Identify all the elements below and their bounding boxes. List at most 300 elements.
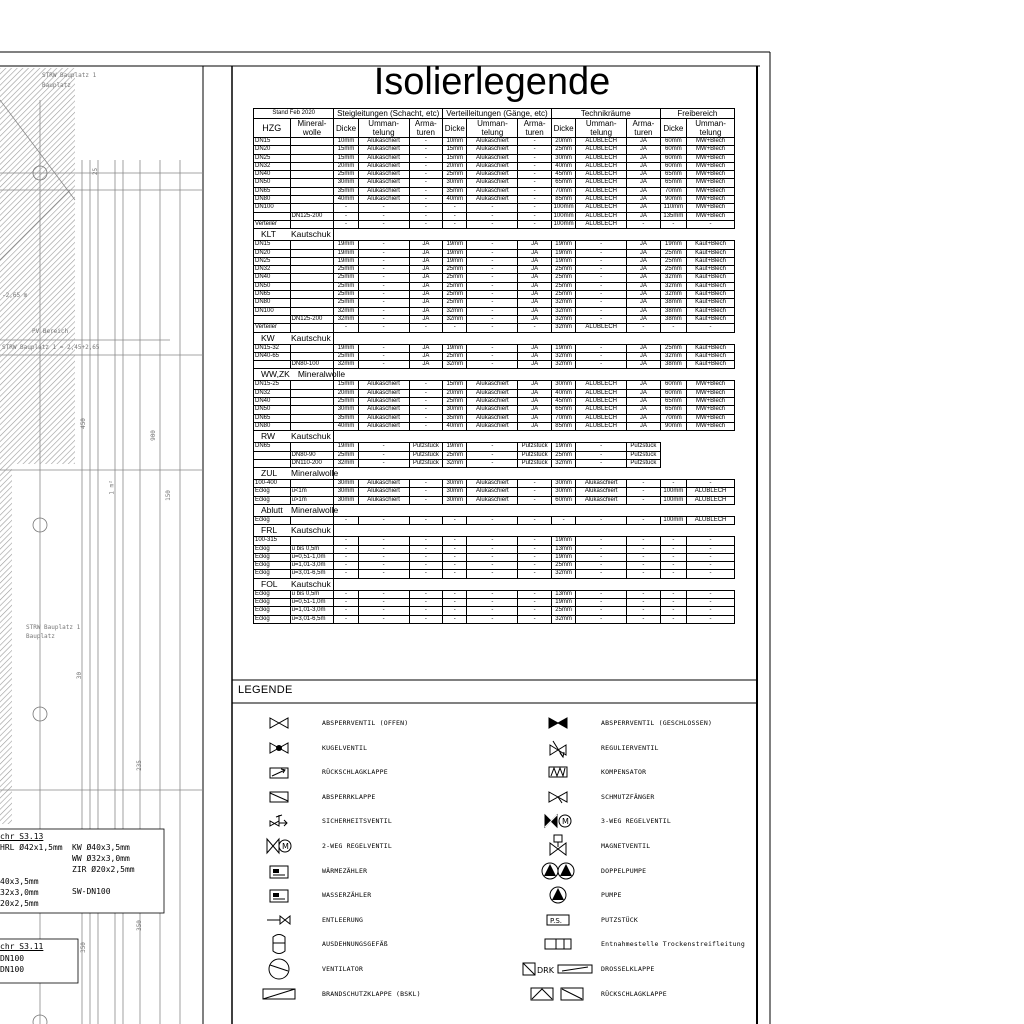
legend-item [541,985,667,1003]
table-cell: JA [518,406,552,414]
table-cell: - [358,324,409,332]
table-cell: JA [518,299,552,307]
table-cell: - [409,615,443,623]
table-cell: - [443,590,467,598]
table-row [254,241,735,249]
table-row [254,496,735,504]
table-cell: - [467,361,518,369]
group-header-row [254,504,735,516]
table-cell: JA [409,257,443,265]
table-cell: - [576,562,627,570]
legend-item [541,886,622,904]
legend-label: RÜCKSCHLAGKLAPPE [322,768,388,777]
table-cell: - [467,241,518,249]
table-cell: 60mm [660,162,686,170]
table-cell: - [687,324,735,332]
water-meter-icon [262,886,296,904]
pump-icon [541,886,575,904]
table-cell: Alukaschiert [467,187,518,195]
table-cell: 32mm [334,361,358,369]
group-code: Ablutt [261,504,283,515]
legend-item [262,739,367,757]
row-label: DN65 [254,414,291,422]
table-cell: 40mm [334,196,358,204]
table-cell: - [358,352,409,360]
col-header: Dicke [660,119,686,138]
table-cell: - [358,607,409,615]
legend-label: SCHMUTZFÄNGER [601,792,655,801]
table-cell: 32mm [334,315,358,323]
row-label: Verteiler [254,220,291,228]
table-cell: - [443,220,467,228]
table-cell: JA [627,398,661,406]
table-cell: 90mm [660,422,686,430]
spec-line: ZIR Ø20x2,5mm [72,865,135,874]
table-cell: 19mm [334,241,358,249]
table-cell: 19mm [334,249,358,257]
row-label: Eckig [254,516,291,524]
table-cell: JA [627,187,661,195]
table-cell: - [467,266,518,274]
table-cell: - [409,599,443,607]
table-cell: - [627,220,661,228]
throttle-flap-icon [537,960,575,978]
table-cell: 19mm [551,599,575,607]
table-cell: Alukaschiert [358,389,409,397]
legend-item [262,886,371,904]
table-cell: - [576,257,627,265]
table-row [254,291,735,299]
table-cell: 25mm [551,607,575,615]
table-cell: - [576,516,627,524]
col-header: Dicke [551,119,575,138]
table-cell: 35mm [443,187,467,195]
table-cell: - [518,516,552,524]
group-header-row [254,229,735,241]
table-cell: 19mm [443,344,467,352]
row-label: 100-400 [254,480,291,488]
table-cell: - [518,488,552,496]
table-cell: ALUBLECH [576,389,627,397]
table-cell: - [334,212,358,220]
table-cell: ALUBLECH [576,324,627,332]
table-cell: - [358,266,409,274]
group-material: Mineralwolle [291,468,339,479]
solenoid-valve-icon [541,837,575,855]
row-label: Eckig [254,496,291,504]
group-header-cell [254,431,334,443]
table-cell: - [358,291,409,299]
strw-label-low: STRW Bauplatz 1 [26,624,81,631]
table-cell: JA [518,389,552,397]
table-cell: JA [627,257,661,265]
group-code: KW [261,332,275,343]
table-cell: - [409,545,443,553]
table-cell: 10mm [334,138,358,146]
row-sublabel: u=3,01-6,5m [290,615,334,623]
table-cell: ALUBLECH [576,138,627,146]
row-label: DN80 [254,422,291,430]
table-cell: - [358,599,409,607]
table-row [254,361,735,369]
table-cell: - [687,545,735,553]
legend-label: AUSDEHNUNGSGEFÄß [322,940,388,949]
row-label: DN40 [254,171,291,179]
table-cell: JA [518,344,552,352]
legend-item [262,911,363,929]
row-sublabel [290,249,334,257]
table-cell: 32mm [551,352,575,360]
group-header-spacer [334,431,735,443]
table-cell: Putzstück [409,459,443,467]
heat-meter-icon [262,862,296,880]
table-cell: 70mm [660,414,686,422]
table-cell: 40mm [443,196,467,204]
table-cell: 25mm [551,291,575,299]
table-row [254,414,735,422]
legend-item [262,714,408,732]
table-cell: - [467,545,518,553]
table-row [254,398,735,406]
row-sublabel: u bis 0,5m [290,590,334,598]
stand-date: Stand Feb 2020 [254,109,334,119]
table-cell: 25mm [443,352,467,360]
spec-line: WW Ø32x3,0mm [72,854,130,863]
fire-damper-icon [262,985,296,1003]
row-label: DN80 [254,299,291,307]
row-label: DN32 [254,389,291,397]
row-label: DN40 [254,274,291,282]
table-cell: - [467,315,518,323]
legend-label: WASSERZÄHLER [322,891,372,900]
table-cell: - [627,599,661,607]
table-cell: 20mm [443,162,467,170]
strw-label-mid: STRW Bauplatz 1 = 2,45+2,65 [2,344,100,351]
table-cell: - [627,496,661,504]
table-cell: - [443,516,467,524]
table-cell: JA [627,241,661,249]
table-cell: 38mm [660,299,686,307]
table-cell: - [443,607,467,615]
table-cell: - [627,590,661,598]
row-sublabel: u<1m [290,488,334,496]
col-header: Umman-telung [576,119,627,138]
table-row [254,154,735,162]
table-cell: MW+Blech [687,398,735,406]
legend-item [541,862,646,880]
row-sublabel [290,171,334,179]
table-cell: 100mm [551,204,575,212]
row-sublabel [290,389,334,397]
table-cell: Alukaschiert [467,488,518,496]
row-label: DN40-65 [254,352,291,360]
table-cell: - [334,545,358,553]
table-cell: - [576,607,627,615]
table-cell: 30mm [334,179,358,187]
table-cell: 25mm [334,291,358,299]
table-cell: 32mm [443,307,467,315]
legend-label: VENTILATOR [322,965,364,973]
table-cell: - [443,204,467,212]
table-cell: JA [627,179,661,187]
table-cell: 15mm [443,381,467,389]
table-cell: Alukaschiert [576,496,627,504]
table-row [254,570,735,578]
legend-item [541,714,712,732]
row-label [254,315,291,323]
group-header-cell [254,525,334,537]
table-cell: 15mm [334,154,358,162]
table-cell: 25mm [443,274,467,282]
table-cell: Kaut+Blech [687,257,735,265]
row-sublabel: u>1m [290,496,334,504]
group-header-spacer [334,578,735,590]
pv-label: PV Bereich [32,328,69,335]
table-row [254,590,735,598]
table-cell: - [358,344,409,352]
table-cell: JA [627,154,661,162]
table-cell: 32mm [551,615,575,623]
row-label: DN50 [254,406,291,414]
table-cell: 100mm [551,220,575,228]
table-cell: Putzstück [409,451,443,459]
table-cell: Alukaschiert [467,138,518,146]
dim-label: 350 [135,920,143,931]
table-cell: 25mm [551,274,575,282]
table-cell: - [358,212,409,220]
table-row [254,257,735,265]
table-cell: Kaut+Blech [687,352,735,360]
table-cell: MW+Blech [687,381,735,389]
row-label [254,459,291,467]
table-cell: 19mm [334,344,358,352]
table-cell: MW+Blech [687,196,735,204]
group-header-cell [254,578,334,590]
table-cell: Kaut+Blech [687,274,735,282]
legend-label: KUGELVENTIL [322,743,368,752]
table-row [254,307,735,315]
table-cell: JA [518,266,552,274]
legend-item [262,935,388,953]
table-cell: Kaut+Blech [687,299,735,307]
table-row [254,406,735,414]
table-cell: JA [627,315,661,323]
table-cell: 25mm [334,451,358,459]
table-cell: 85mm [551,422,575,430]
table-cell: - [518,599,552,607]
shutoff-flap-icon [262,788,296,806]
table-cell: 38mm [660,361,686,369]
legend-item [541,935,745,953]
table-cell: - [409,204,443,212]
table-row [254,282,735,290]
table-cell: MW+Blech [687,162,735,170]
table-cell: - [334,607,358,615]
table-cell: - [358,459,409,467]
table-cell: ALUBLECH [576,146,627,154]
table-cell: - [518,590,552,598]
legend-item [262,985,421,1003]
table-cell: - [660,599,686,607]
col-header: Umman-telung [687,119,735,138]
table-cell: Alukaschiert [467,398,518,406]
group-header-cell [254,468,339,480]
table-row [254,352,735,360]
table-cell: - [627,570,661,578]
table-cell: JA [627,162,661,170]
table-cell: JA [627,146,661,154]
table-cell: - [518,607,552,615]
table-cell: - [409,196,443,204]
table-cell: 25mm [443,451,467,459]
double-pump-icon [541,862,575,880]
empty-cell [660,459,734,467]
table-cell: Putzstück [409,443,443,451]
row-sublabel [290,162,334,170]
table-cell: 45mm [551,171,575,179]
table-cell: - [409,154,443,162]
table-cell: - [409,553,443,561]
table-cell: 30mm [334,480,358,488]
table-cell: 32mm [660,291,686,299]
table-cell: Alukaschiert [358,480,409,488]
dim-label: 450 [79,418,87,429]
table-cell: Putzstück [627,451,661,459]
row-sublabel [290,537,334,545]
table-cell: - [518,204,552,212]
row-sublabel [290,138,334,146]
section-header: Verteilleitungen (Gänge, etc) [443,109,552,119]
compensator-icon [541,763,575,781]
table-cell: - [518,324,552,332]
table-row [254,451,735,459]
table-cell: 25mm [334,352,358,360]
row-label [254,451,291,459]
table-cell: Alukaschiert [358,154,409,162]
table-cell: - [358,274,409,282]
legend-label: ABSPERRKLAPPE [322,792,376,801]
table-cell: - [576,249,627,257]
table-cell: - [660,220,686,228]
table-cell: 110mm [660,204,686,212]
table-cell: 100mm [660,496,686,504]
row-label: 100-315 [254,537,291,545]
row-sublabel: DN80-100 [290,361,334,369]
group-header-cell [254,369,346,381]
table-row [254,381,735,389]
table-cell: - [467,570,518,578]
legend-label: DOPPELPUMPE [601,866,647,875]
table-cell: - [660,480,686,488]
table-cell: 25mm [443,171,467,179]
table-cell: - [467,607,518,615]
table-cell: Kaut+Blech [687,361,735,369]
table-cell: Kaut+Blech [687,307,735,315]
table-cell: - [409,516,443,524]
table-row [254,162,735,170]
table-row [254,422,735,430]
table-cell: JA [627,352,661,360]
spec-line: SW-DN100 [72,887,111,896]
table-cell: JA [627,307,661,315]
row-sublabel [290,179,334,187]
table-cell: - [576,615,627,623]
table-cell: - [660,615,686,623]
table-cell: - [358,590,409,598]
legend-item [262,763,388,781]
bauplatz-label-low: Bauplatz [26,633,55,640]
table-cell: MW+Blech [687,212,735,220]
group-header-spacer [334,504,735,516]
group-header-spacer [334,369,735,381]
table-cell: Putzstück [627,459,661,467]
table-cell: ALUBLECH [687,488,735,496]
table-cell: ALUBLECH [576,414,627,422]
table-cell: - [687,562,735,570]
table-cell: 35mm [334,414,358,422]
table-cell: 30mm [551,480,575,488]
table-cell: 60mm [551,496,575,504]
legend-label: Entnahmestelle Trockenstreifleitung [601,940,745,949]
table-cell: ALUBLECH [687,516,735,524]
group-material: Mineral-wolle [290,119,334,138]
table-cell: JA [518,352,552,360]
table-cell: 30mm [334,406,358,414]
row-sublabel [290,187,334,195]
table-row [254,196,735,204]
legend-label: SICHERHEITSVENTIL [322,817,392,826]
fan-icon [262,960,296,978]
table-row [254,138,735,146]
row-label: DN32 [254,266,291,274]
table-cell: 25mm [334,299,358,307]
table-cell: - [467,344,518,352]
section-header: Freibereich [660,109,734,119]
table-cell: Alukaschiert [358,179,409,187]
table-cell: - [467,299,518,307]
spec-line: DN100 [0,954,25,963]
table-cell: - [409,414,443,422]
table-cell: JA [627,204,661,212]
table-cell: - [358,315,409,323]
table-cell: - [687,590,735,598]
table-cell: Putzstück [518,451,552,459]
row-sublabel [290,257,334,265]
table-cell: 32mm [551,459,575,467]
table-cell: 70mm [551,187,575,195]
table-cell: MW+Blech [687,406,735,414]
insulation-table-body [254,138,735,624]
table-cell: JA [409,315,443,323]
table-cell: - [409,537,443,545]
table-cell: JA [627,344,661,352]
table-cell: 135mm [660,212,686,220]
table-cell: 40mm [551,389,575,397]
table-cell: JA [627,389,661,397]
table-cell: - [443,537,467,545]
table-cell: JA [518,315,552,323]
row-label: Eckig [254,545,291,553]
spec-box-title: chr S3.11 [0,942,44,951]
table-row [254,443,735,451]
table-cell: Alukaschiert [358,162,409,170]
row-sublabel: u bis 0,5m [290,545,334,553]
table-cell: JA [627,282,661,290]
group-header-row [254,525,735,537]
dim-label: 350 [79,942,87,953]
group-header-cell [254,504,339,516]
table-cell: MW+Blech [687,171,735,179]
